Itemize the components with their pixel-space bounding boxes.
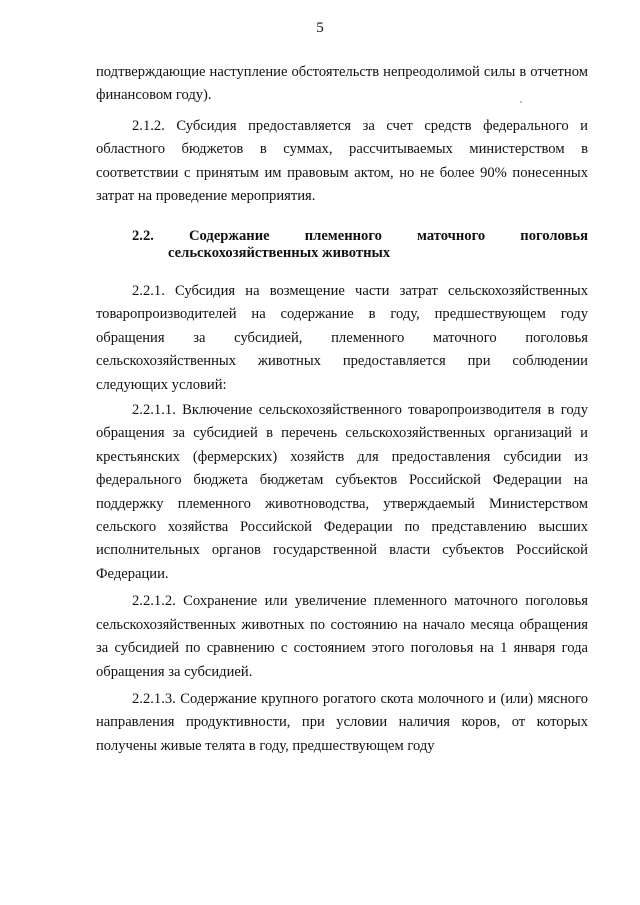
heading-word: племенного xyxy=(304,228,382,244)
paragraph-2-2-1-2: 2.2.1.2. Сохранение или увеличение племенного маточного поголовья сельскохозяйственных животных по состоянию на начало месяца обращения за субсидией по сравнению с состоянием этого поголовья на 1 января года обращения за субсидией. xyxy=(96,593,588,680)
section-number: 2.2. xyxy=(132,228,154,244)
paragraph-continuation: подтверждающие наступление обстоятельств непреодолимой силы в отчетном финансовом году). xyxy=(96,64,588,104)
text-block-top xyxy=(96,61,588,208)
heading-word: поголовья xyxy=(520,228,588,244)
heading-word: маточного xyxy=(417,228,486,244)
section-heading-line1 xyxy=(96,228,588,245)
paragraph-2-2-1-1: 2.2.1.1. Включение сельскохозяйственного товаропроизводителя в году обращения за субсидией в перечень сельскохозяйственных организаций и крестьянских (фермерских) хозяйств для предоставления субсидии из федерального бюджета бюджетам субъектов Российской Федерации на поддержку племенного животноводства, утверждаемый Министерством сельского хозяйства Российской Федерации по представлению высших исполнительных органов государственной власти субъектов Российской Федерации. xyxy=(96,402,588,582)
heading-word: Содержание xyxy=(189,228,270,244)
paragraph-2-1-2: 2.1.2. Субсидия предоставляется за счет средств федерального и областного бюджетов в суммах, рассчитываемых министерством в соответствии с принятым им правовым актом, но не более 90% понесенных затрат на проведение мероприятия. xyxy=(96,117,588,205)
paragraph-2-2-1: 2.2.1. Субсидия на возмещение части затрат сельскохозяйственных товаропроизводителей на содержание в году, предшествующем году обращения за субсидией, племенного маточного поголовья сельскохозяйственных животных предоставляется при соблюдении следующих условий: xyxy=(96,283,588,393)
section-heading xyxy=(96,228,588,262)
paragraph-2-2-1-3: 2.2.1.3. Содержание крупного рогатого скота молочного и (или) мясного направления продуктивности, при условии наличия коров, от которых получены живые телята в году, предшествующем году xyxy=(96,690,588,754)
section-heading-line2: сельскохозяйственных животных xyxy=(168,245,391,261)
text-block-bottom xyxy=(96,280,588,758)
page-number: 5 xyxy=(316,20,324,36)
